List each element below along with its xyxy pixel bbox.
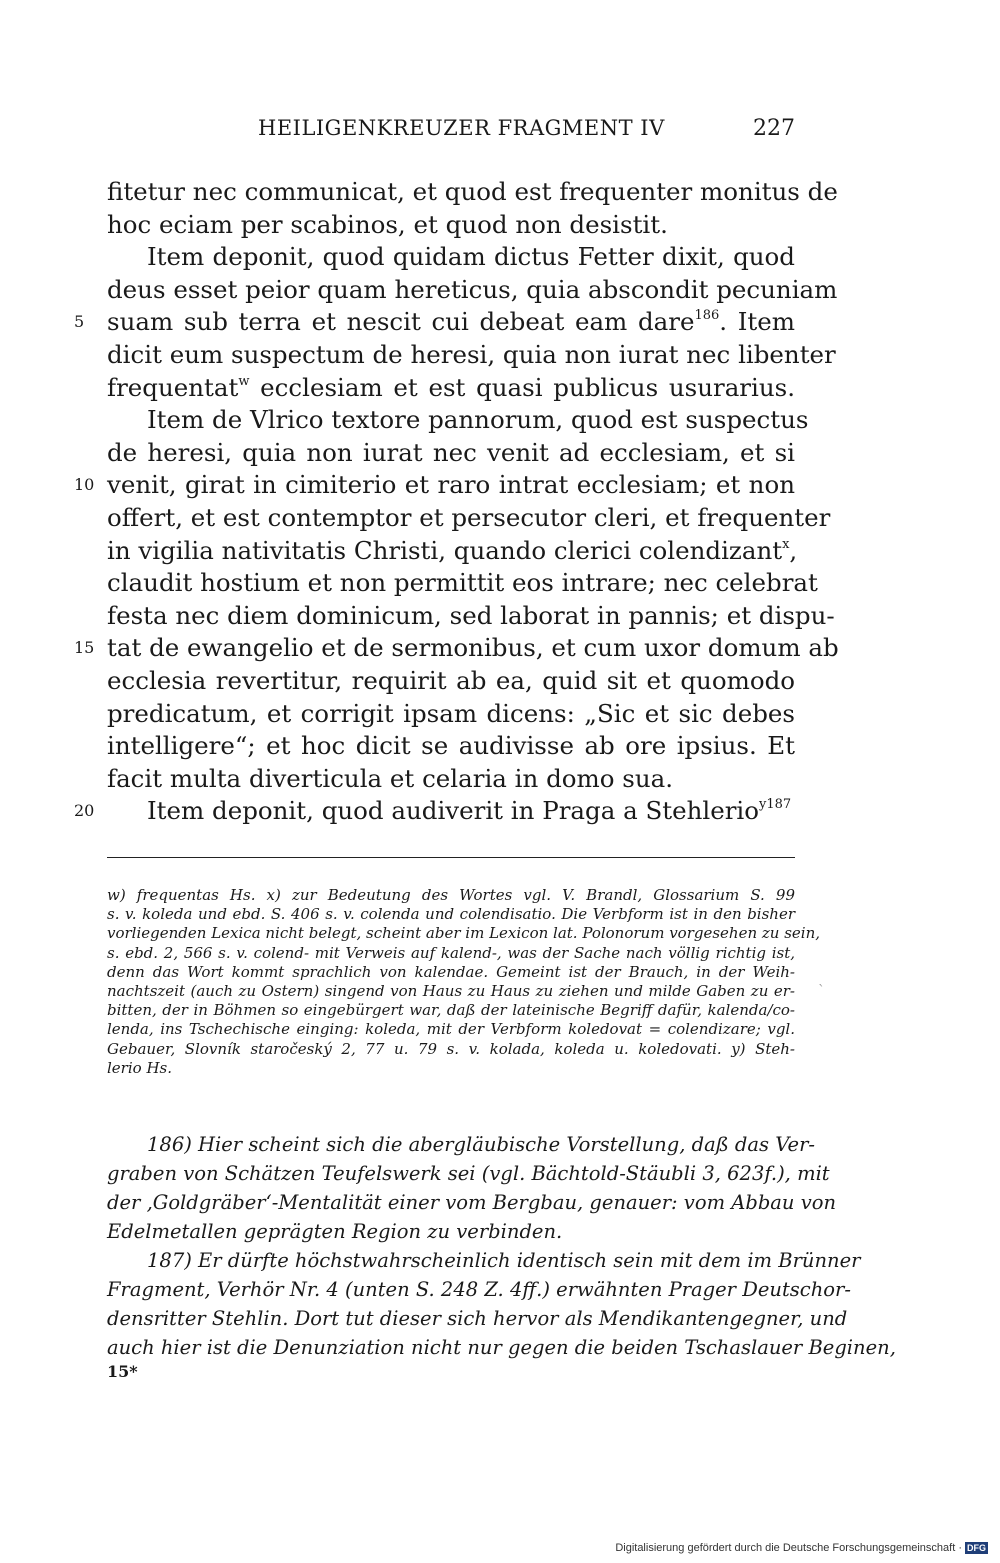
dfg-logo-icon: DFG: [967, 1543, 986, 1553]
running-header: [258, 116, 795, 148]
critical-apparatus: [107, 886, 821, 1078]
text-line: Item deponit, quod quidam dictus Fetter dixit, quod: [147, 242, 795, 272]
apparatus-line: s. v. koleda und ebd. S. 406 s. v. colenda und colendisatio. Die Verbform ist in den bisher: [107, 905, 795, 924]
text-line: Item de Vlrico textore pannorum, quod est suspectus: [147, 405, 809, 435]
text-line: offert, et est contemptor et persecutor cleri, et frequenter: [107, 502, 831, 532]
footnote-line: 186) Hier scheint sich die abergläubische Vorstellung, daß das Ver-: [147, 1133, 815, 1156]
text-line: 20 Item deponit, quod audiverit in Praga a Stehlerio$^{y187}$: [107, 795, 795, 828]
apparatus-line: w) frequentas Hs. x) zur Bedeutung des Wortes vgl. V. Brandl, Glossarium S. 99: [107, 886, 795, 904]
main-text: [74, 176, 839, 828]
margin-mark: `: [818, 983, 825, 999]
line-number: 15: [74, 638, 95, 658]
footnote-line: auch hier ist die Denunziation nicht nur gegen die beiden Tschaslauer Beginen,: [107, 1336, 896, 1359]
apparatus-line: nachtszeit (auch zu Ostern) singend von Haus zu Haus zu ziehen und milde Gaben zu er-: [107, 981, 795, 1000]
apparatus-line: lenda, ins Tschechische einging: koleda, mit der Verbform koledovat = colendizare; vgl.: [107, 1020, 795, 1039]
footnote-line: Edelmetallen geprägten Region zu verbinden.: [107, 1220, 563, 1243]
line-number: 5: [74, 312, 85, 332]
apparatus-ref: x: [782, 536, 790, 552]
funding-note: [615, 1542, 988, 1554]
text-line: 15 tat de ewangelio et de sermonibus, et cum uxor domum ab: [107, 632, 795, 665]
line-number: 20: [74, 801, 95, 821]
text-line: dicit eum suspectum de heresi, quia non iurat nec libenter: [107, 339, 836, 369]
text-line: predicatum, et corrigit ipsam dicens: „Sic et sic debes: [107, 698, 795, 728]
gathering-signature: 15*: [107, 1362, 138, 1381]
text-line: ecclesia revertitur, requirit ab ea, quid sit et quomodo: [107, 665, 795, 695]
funding-text: Digitalisierung gefördert durch die Deutsche Forschungsgemeinschaft ·: [615, 1542, 962, 1554]
line-number: 10: [74, 475, 95, 495]
footnote-line: Fragment, Verhör Nr. 4 (unten S. 248 Z. 4ff.) erwähnten Prager Deutschor-: [107, 1278, 851, 1301]
apparatus-ref: w: [238, 373, 250, 389]
footnote-line: 187) Er dürfte höchstwahrscheinlich identisch sein mit dem im Brünner: [147, 1249, 861, 1272]
footnote-line: densritter Stehlin. Dort tut dieser sich hervor als Mendikantengegner, und: [107, 1307, 848, 1330]
commentary-footnotes: [107, 1130, 896, 1362]
page-number: 227: [753, 116, 795, 141]
text-line: claudit hostium et non permittit eos intrare; nec celebrat: [107, 568, 818, 598]
footnote-ref: 186: [694, 308, 720, 324]
footnote-ref: y187: [759, 797, 792, 813]
footnote-divider: [107, 857, 795, 858]
apparatus-line: s. ebd. 2, 566 s. v. colend- mit Verweis auf kalend-, was der Sache nach völlig richtig ist,: [107, 943, 795, 962]
text-line: fitetur nec communicat, et quod est frequenter monitus de: [107, 177, 838, 206]
apparatus-line: bitten, der in Böhmen so eingebürgert war, daß der lateinische Begriff dafür, kalenda/co-: [107, 1001, 795, 1020]
text-line: festa nec diem dominicum, sed laborat in pannis; et dispu-: [107, 600, 835, 630]
apparatus-line: Gebauer, Slovník staročeský 2, 77 u. 79 s. v. kolada, koleda u. koledovati. y) Steh-: [107, 1039, 795, 1058]
text-line: 10 venit, girat in cimiterio et raro intrat ecclesiam; et non: [107, 469, 795, 502]
text-line: hoc eciam per scabinos, et quod non desistit.: [107, 209, 668, 239]
text-line: facit multa diverticula et celaria in domo sua.: [107, 763, 674, 793]
text-line: 5 suam sub terra et nescit cui debeat eam dare$^{186}$. Item: [107, 306, 795, 339]
text-line: in vigilia nativitatis Christi, quando clerici colendizant$^x$,: [107, 535, 798, 565]
text-line: frequentat$^w$ ecclesiam et est quasi publicus usurarius.: [107, 372, 795, 402]
text-line: intelligere“; et hoc dicit se audivisse ab ore ipsius. Et: [107, 731, 795, 761]
running-title: HEILIGENKREUZER FRAGMENT IV: [258, 116, 665, 140]
text-line: deus esset peior quam hereticus, quia abscondit pecuniam: [107, 274, 838, 304]
apparatus-line: vorliegenden Lexica nicht belegt, scheint aber im Lexicon lat. Polonorum vorgesehen zu sein,: [107, 924, 821, 943]
footnote-line: der ‚Goldgräber‘-Mentalität einer vom Bergbau, genauer: vom Abbau von: [107, 1191, 837, 1214]
apparatus-line: denn das Wort kommt sprachlich von kalendae. Gemeint ist der Brauch, in der Weih-: [107, 962, 795, 981]
apparatus-line: lerio Hs.: [107, 1058, 172, 1077]
footnote-line: graben von Schätzen Teufelswerk sei (vgl. Bächtold-Stäubli 3, 623f.), mit: [107, 1162, 830, 1185]
text-line: de heresi, quia non iurat nec venit ad ecclesiam, et si: [107, 437, 795, 467]
